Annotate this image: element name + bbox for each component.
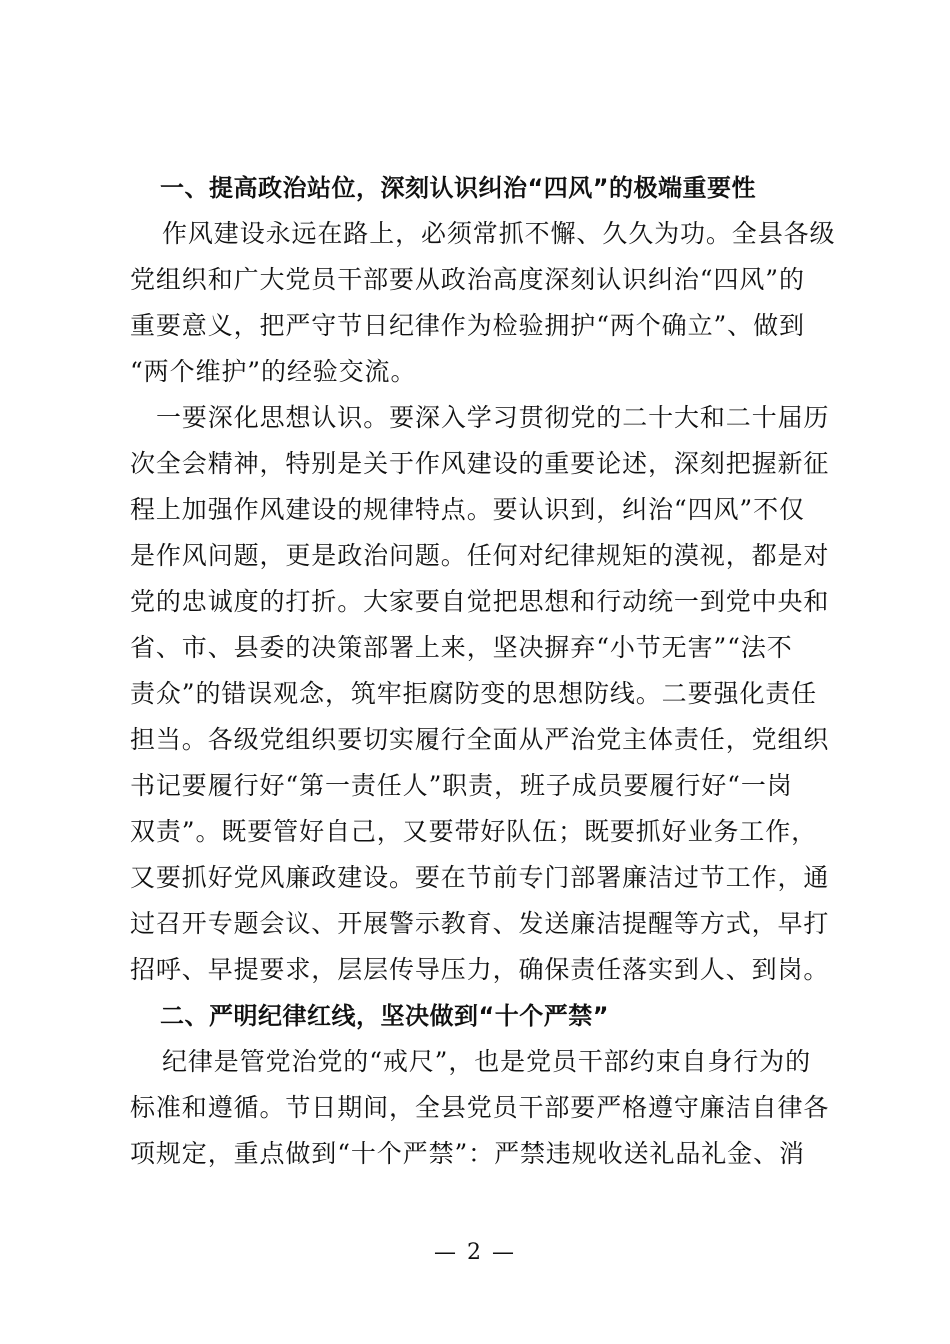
page-number: — 2 — <box>434 1240 516 1265</box>
paragraph-line: 省、市、县委的决策部署上来，坚决摒弃“小节无害”“法不 <box>130 633 793 662</box>
paragraph-line: 项规定，重点做到“十个严禁”：严禁违规收送礼品礼金、消 <box>130 1139 805 1168</box>
section-heading-2: 二、严明纪律红线，坚决做到“十个严禁” <box>160 1002 610 1030</box>
paragraph-line: 党的忠诚度的打折。大家要自觉把思想和行动统一到党中央和 <box>130 587 830 616</box>
paragraph-line: 担当。各级党组织要切实履行全面从严治党主体责任，党组织 <box>130 725 830 754</box>
paragraph-line: 程上加强作风建设的规律特点。要认识到，纠治“四风”不仅 <box>130 495 805 524</box>
paragraph-line: 过召开专题会议、开展警示教育、发送廉洁提醒等方式，早打 <box>130 909 830 938</box>
paragraph-line: 又要抓好党风廉政建设。要在节前专门部署廉洁过节工作，通 <box>130 863 830 892</box>
paragraph-line: 招呼、早提要求，层层传导压力，确保责任落实到人、到岗。 <box>130 955 830 984</box>
paragraph-line: 次全会精神，特别是关于作风建设的重要论述，深刻把握新征 <box>130 449 830 478</box>
paragraph-line: 纪律是管党治党的“戒尺”，也是党员干部约束自身行为的 <box>162 1047 811 1076</box>
paragraph-line: 责众”的错误观念，筑牢拒腐防变的思想防线。二要强化责任 <box>130 679 818 708</box>
paragraph-line: 一要深化思想认识。要深入学习贯彻党的二十大和二十届历 <box>156 403 830 432</box>
paragraph-line: 重要意义，把严守节日纪律作为检验拥护“两个确立”、做到 <box>130 311 805 340</box>
paragraph-line: 双责”。既要管好自己，又要带好队伍；既要抓好业务工作， <box>130 817 818 846</box>
section-heading-1: 一、提高政治站位，深刻认识纠治“四风”的极端重要性 <box>160 174 757 202</box>
paragraph-line: 党组织和广大党员干部要从政治高度深刻认识纠治“四风”的 <box>130 265 805 294</box>
paragraph-line: “两个维护”的经验交流。 <box>130 357 417 386</box>
paragraph-line: 书记要履行好“第一责任人”职责，班子成员要履行好“一岗 <box>130 771 793 800</box>
paragraph-line: 作风建设永远在路上，必须常抓不懈、久久为功。全县各级 <box>162 219 836 248</box>
paragraph-line: 标准和遵循。节日期间，全县党员干部要严格遵守廉洁自律各 <box>130 1093 830 1122</box>
paragraph-line: 是作风问题，更是政治问题。任何对纪律规矩的漠视，都是对 <box>130 541 830 570</box>
